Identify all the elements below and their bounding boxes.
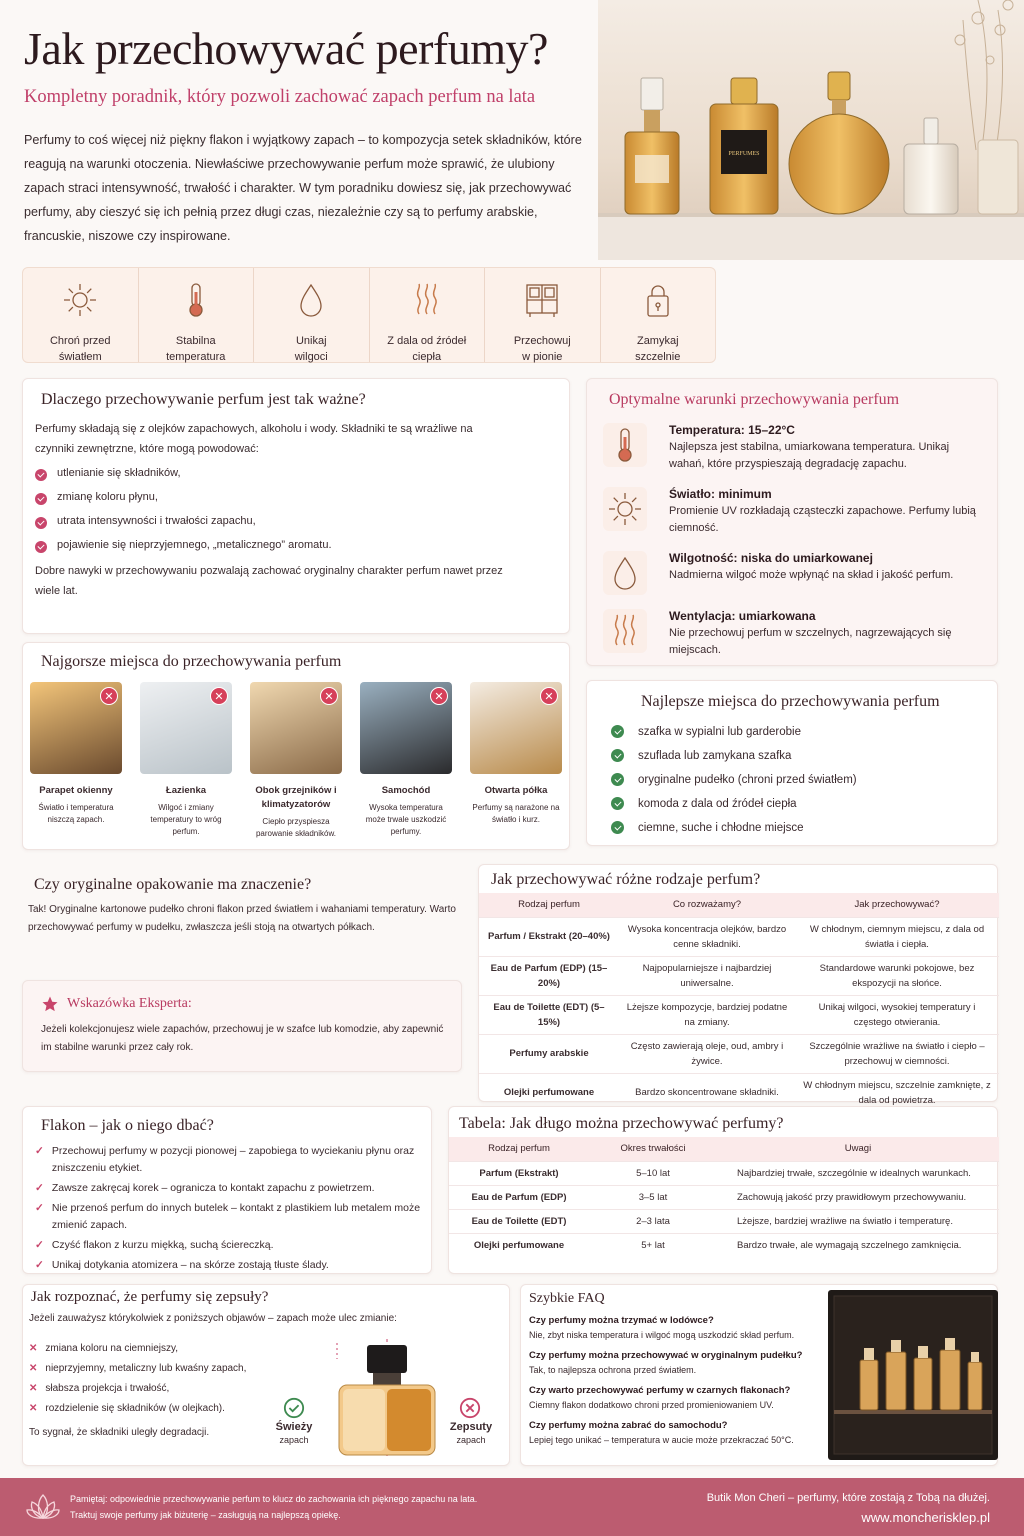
x-icon: ✕ — [29, 1383, 38, 1394]
worst-title: Najgorsze miejsca do przechowywania perfum — [41, 653, 342, 670]
faq-question: Czy warto przechowywać perfumy w czarnych flakonach? — [529, 1385, 791, 1396]
check-circle-icon — [35, 517, 47, 529]
list-item-text: oryginalne pudełko (chroni przed światłem) — [638, 773, 857, 786]
condition-item — [603, 551, 983, 595]
bad-place-photo — [360, 682, 452, 774]
table-cell: Perfumy arabskie — [479, 1034, 619, 1073]
list-item-text: komoda z dala od źródeł ciepła — [638, 797, 797, 810]
drop-icon — [603, 551, 647, 595]
table-cell: Standardowe warunki pokojowe, bez ekspozycji na słońce. — [795, 956, 999, 995]
table-cell: W chłodnym miejscu, szczelnie zamknięte, z dala od powietrza. — [795, 1073, 999, 1112]
shelf-life-card — [448, 1106, 998, 1274]
condition-label: Temperatura: 15–22°C — [669, 423, 795, 437]
faq-title: Szybkie FAQ — [529, 1291, 605, 1306]
bottle-comparison-image — [323, 1339, 451, 1457]
list-item — [611, 821, 857, 834]
tip-label-line1: Z dala od źródeł — [387, 335, 467, 347]
bad-place-photo — [30, 682, 122, 774]
tip-label-line2: temperatura — [166, 351, 226, 363]
fresh-sublabel: zapach — [279, 1435, 309, 1445]
bad-place-name: Łazienka — [165, 785, 207, 796]
why-intro: Perfumy składają się z olejków zapachowych, alkoholu i wody. Składniki te są wrażliwe na czynniki zewnętrzne, które mogą powodować: — [35, 423, 473, 455]
table-cell: 2–3 lata — [589, 1209, 717, 1233]
faq-item — [529, 1350, 819, 1375]
faq-question: Czy perfumy można trzymać w lodówce? — [529, 1315, 714, 1326]
faq-item — [529, 1315, 819, 1340]
table-cell: Eau de Parfum (EDP) — [449, 1185, 589, 1209]
condition-desc: Nadmierna wilgoć może wpłynąć na skład i jakość perfum. — [669, 569, 954, 581]
faq-item — [529, 1385, 819, 1410]
condition-label: Wilgotność: niska do umiarkowanej — [669, 551, 873, 565]
expert-tip-card — [22, 980, 462, 1072]
best-title: Najlepsze miejsca do przechowywania perfum — [641, 693, 940, 710]
tip-label-line2: wilgoci — [294, 351, 328, 363]
table-row — [449, 1161, 999, 1185]
check-circle-icon — [35, 493, 47, 505]
tip-label-line2: w pionie — [522, 351, 563, 363]
condition-desc: Promienie UV rozkładają cząsteczki zapachowe. Perfumy lubią ciemność. — [669, 505, 976, 534]
check-circle-icon — [35, 469, 47, 481]
tip-label-line2: ciepła — [412, 351, 442, 363]
tip-label — [266, 333, 356, 365]
tip-item — [139, 268, 255, 362]
fresh-label: Świeży — [275, 1421, 313, 1433]
column-header: Uwagi — [717, 1137, 999, 1161]
packaging-title: Czy oryginalne opakowanie ma znaczenie? — [34, 876, 312, 893]
cabinet-icon — [522, 280, 562, 325]
check-icon: ✓ — [35, 1182, 44, 1194]
list-item — [35, 1237, 421, 1254]
spoiled-label: Zepsuty — [449, 1421, 493, 1433]
check-icon: ✓ — [35, 1239, 44, 1251]
check-circle-icon — [283, 1397, 305, 1419]
condition-desc: Najlepsza jest stabilna, umiarkowana temperatura. Unikaj wahań, które przyspieszają degradację zapachu. — [669, 441, 950, 470]
tip-label-line2: światłem — [58, 351, 102, 363]
types-title: Jak przechowywać różne rodzaje perfum? — [491, 871, 761, 888]
list-item-text: utlenianie się składników, — [57, 467, 181, 479]
optimal-title: Optymalne warunki przechowywania perfum — [609, 391, 900, 408]
condition-label: Wentylacja: umiarkowana — [669, 609, 816, 623]
why-outro: Dobre nawyki w przechowywaniu pozwalają zachować oryginalny charakter perfum nawet przez wiele lat. — [35, 565, 503, 597]
list-item-text: ciemne, suche i chłodne miejsce — [638, 821, 804, 834]
list-item — [35, 539, 535, 553]
best-card — [586, 680, 998, 846]
x-icon: ✕ — [540, 687, 558, 705]
x-icon: ✕ — [320, 687, 338, 705]
table-cell: 5+ lat — [589, 1233, 717, 1257]
list-item — [35, 491, 535, 505]
table-row — [449, 1185, 999, 1209]
x-circle-icon — [459, 1397, 481, 1419]
table-cell: Zachowują jakość przy prawidłowym przechowywaniu. — [717, 1185, 999, 1209]
intro-text: Perfumy to coś więcej niż piękny flakon i wyjątkowy zapach – to kompozycja setek składników, które reagują na warunki otoczenia. Niewłaściwe przechowywanie perfum może sprawić, że ulubiony zapach straci intensywność, trwałość i charakter. W tym poradniku dowiesz się, jak przechowywać perfumy, aby cieszyć się ich pełnią przez długi czas, niezależnie czy są to perfumy arabskie, francuskie, niszowe czy inspirowane. — [24, 133, 582, 243]
shelf-table — [449, 1137, 999, 1257]
list-item — [29, 1343, 279, 1354]
table-cell: Najpopularniejsze i najbardziej uniwersalne. — [619, 956, 795, 995]
table-cell: Bardzo skoncentrowane składniki. — [619, 1073, 795, 1112]
table-cell: Eau de Toilette (EDT) — [449, 1209, 589, 1233]
bad-place-photo — [250, 682, 342, 774]
tip-item — [23, 268, 139, 362]
spoiled-list — [29, 1343, 279, 1423]
bottle-list — [35, 1143, 421, 1277]
list-item-text: nieprzyjemny, metaliczny lub kwaśny zapach, — [45, 1363, 247, 1374]
x-icon: ✕ — [100, 687, 118, 705]
tip-label — [497, 333, 587, 365]
bad-place-name: Parapet okienny — [39, 785, 113, 796]
table-cell: Lżejsze, bardziej wrażliwe na światło i temperaturę. — [717, 1209, 999, 1233]
bad-place-desc: Ciepło przyspiesza parowanie składników. — [255, 817, 337, 838]
check-circle-icon — [611, 773, 624, 786]
table-cell: Parfum / Ekstrakt (20–40%) — [479, 917, 619, 956]
spoiled-outro: To sygnał, że składniki uległy degradacji. — [29, 1427, 210, 1438]
list-item — [611, 773, 857, 786]
table-cell: W chłodnym, ciemnym miejscu, z dala od światła i ciepła. — [795, 917, 999, 956]
bad-place-item — [470, 682, 562, 826]
list-item-text: Czyść flakon z kurzu miękką, suchą ściereczką. — [51, 1239, 274, 1251]
table-cell: Olejki perfumowane — [449, 1233, 589, 1257]
tip-label — [151, 333, 241, 365]
list-item — [611, 725, 857, 738]
list-item-text: zmianę koloru płynu, — [57, 491, 158, 503]
table-cell: Bardzo trwałe, ale wymagają szczelnego zamknięcia. — [717, 1233, 999, 1257]
tip-label-line1: Stabilna — [175, 335, 216, 347]
check-circle-icon — [611, 797, 624, 810]
page-title: Jak przechowywać perfumy? — [24, 23, 548, 74]
spoiled-card — [22, 1284, 510, 1466]
table-row — [479, 995, 999, 1034]
table-cell: Unikaj wilgoci, wysokiej temperatury i częstego otwierania. — [795, 995, 999, 1034]
tip-label-line1: Unikaj — [295, 335, 327, 347]
table-cell: Lżejsze kompozycje, bardziej podatne na zmiany. — [619, 995, 795, 1034]
condition-item — [603, 487, 983, 537]
bad-place-photo — [140, 682, 232, 774]
footer-url[interactable]: www.moncherisklep.pl — [861, 1510, 990, 1525]
list-item — [611, 749, 857, 762]
x-icon: ✕ — [29, 1363, 38, 1374]
tips-icon-row — [22, 267, 716, 363]
list-item — [35, 1180, 421, 1197]
column-header: Rodzaj perfum — [479, 893, 619, 917]
condition-desc: Nie przechowuj perfum w szczelnych, nagrzewających się miejscach. — [669, 627, 952, 656]
table-cell: Często zawierają oleje, oud, ambry i żywice. — [619, 1034, 795, 1073]
list-item-text: Unikaj dotykania atomizera – na skórze zostają tłuste ślady. — [51, 1259, 329, 1271]
spoiled-title: Jak rozpoznać, że perfumy się zepsuły? — [31, 1289, 269, 1305]
bad-place-desc: Wysoka temperatura może trwale uszkodzić perfumy. — [365, 803, 447, 836]
types-card — [478, 864, 998, 1106]
sun-icon — [603, 487, 647, 531]
check-icon: ✓ — [35, 1145, 44, 1157]
tip-label — [35, 333, 125, 365]
list-item — [35, 515, 535, 529]
lock-icon — [638, 280, 678, 325]
faq-answer: Nie, zbyt niska temperatura i wilgoć mogą uszkodzić skład perfum. — [529, 1330, 795, 1340]
list-item-text: pojawienie się nieprzyjemnego, „metalicznego” aromatu. — [57, 539, 332, 551]
table-row — [479, 1034, 999, 1073]
list-item — [29, 1403, 279, 1414]
faq-question: Czy perfumy można zabrać do samochodu? — [529, 1420, 728, 1431]
check-circle-icon — [611, 725, 624, 738]
tip-label-line1: Przechowuj — [513, 335, 571, 347]
bottle-title: Flakon – jak o niego dbać? — [41, 1117, 214, 1134]
packaging-section — [22, 866, 462, 966]
list-item-text: szafka w sypialni lub garderobie — [638, 725, 802, 738]
bad-place-name: Obok grzejników i klimatyzatorów — [255, 785, 337, 810]
lotus-icon — [26, 1492, 60, 1522]
table-row — [449, 1233, 999, 1257]
thermometer-icon — [603, 423, 647, 467]
check-circle-icon — [611, 749, 624, 762]
bad-place-desc: Światło i temperatura niszczą zapach. — [38, 803, 114, 824]
footer-note-1: Pamiętaj: odpowiednie przechowywanie perfum to klucz do zachowania ich pięknego zapachu na lata. — [70, 1494, 478, 1504]
bad-place-photo — [470, 682, 562, 774]
x-icon: ✕ — [430, 687, 448, 705]
table-cell: 5–10 lat — [589, 1161, 717, 1185]
check-icon: ✓ — [35, 1202, 44, 1214]
spoiled-intro: Jeżeli zauważysz którykolwiek z poniższych objawów – zapach może ulec zmianie: — [29, 1313, 397, 1324]
table-row — [479, 956, 999, 995]
tip-label-line1: Chroń przed — [49, 335, 111, 347]
condition-item — [603, 609, 983, 659]
table-cell: Eau de Toilette (EDT) (5–15%) — [479, 995, 619, 1034]
bad-place-item — [30, 682, 122, 826]
list-item — [35, 1257, 421, 1274]
tip-label — [613, 333, 703, 365]
bad-place-item — [250, 682, 342, 840]
x-icon: ✕ — [29, 1403, 38, 1414]
list-item-text: utrata intensywności i trwałości zapachu, — [57, 515, 256, 527]
cabinet-image — [828, 1290, 998, 1460]
tip-item — [601, 268, 716, 362]
list-item — [35, 1200, 421, 1234]
thermometer-icon — [176, 280, 216, 325]
list-item-text: szuflada lub zamykana szafka — [638, 749, 792, 762]
footer-note-2: Traktuj swoje perfumy jak biżuterię – zasługują na najlepszą opiekę. — [70, 1510, 341, 1520]
star-icon — [41, 995, 59, 1013]
table-row — [479, 917, 999, 956]
table-cell: 3–5 lat — [589, 1185, 717, 1209]
check-circle-icon — [611, 821, 624, 834]
spoiled-sublabel: zapach — [456, 1435, 486, 1445]
list-item-text: Nie przenoś perfum do innych butelek – kontakt z plastikiem lub metalem może zmienić zapach. — [51, 1202, 421, 1231]
heat-icon — [603, 609, 647, 653]
tip-item — [370, 268, 486, 362]
check-circle-icon — [35, 541, 47, 553]
bad-place-name: Otwarta półka — [484, 785, 548, 796]
faq-list — [529, 1305, 819, 1445]
optimal-card — [586, 378, 998, 666]
list-item-text: słabsza projekcja i trwałość, — [45, 1383, 170, 1394]
footer — [0, 1478, 1024, 1536]
types-table — [479, 893, 999, 1112]
drop-icon — [291, 280, 331, 325]
column-header: Rodzaj perfum — [449, 1137, 589, 1161]
faq-item — [529, 1420, 819, 1445]
tip-title: Wskazówka Eksperta: — [67, 996, 192, 1011]
faq-answer: Ciemny flakon dodatkowo chroni przed promieniowaniem UV. — [529, 1400, 774, 1410]
list-item — [35, 467, 535, 481]
list-item — [611, 797, 857, 810]
tip-label-line2: szczelnie — [635, 351, 681, 363]
condition-item — [603, 423, 983, 473]
tip-item — [254, 268, 370, 362]
tip-label-line1: Zamykaj — [636, 335, 679, 347]
why-title: Dlaczego przechowywanie perfum jest tak ważne? — [41, 391, 366, 408]
hero-image — [598, 0, 1024, 260]
shelf-title: Tabela: Jak długo można przechowywać perfumy? — [459, 1115, 784, 1132]
list-item-text: zmiana koloru na ciemniejszy, — [45, 1343, 179, 1354]
table-cell: Najbardziej trwałe, szczególnie w idealnych warunkach. — [717, 1161, 999, 1185]
footer-brand: Butik Mon Cheri – perfumy, które zostają z Tobą na dłużej. — [706, 1492, 990, 1504]
bad-place-desc: Perfumy są narażone na światło i kurz. — [472, 803, 560, 824]
list-item-text: rozdzielenie się składników (w olejkach). — [45, 1403, 225, 1414]
bad-place-desc: Wilgoć i zmiany temperatury to wróg perfum. — [150, 803, 222, 836]
column-header: Jak przechowywać? — [795, 893, 999, 917]
x-icon: ✕ — [210, 687, 228, 705]
why-card — [22, 378, 570, 634]
condition-label: Światło: minimum — [669, 487, 772, 501]
table-row — [449, 1209, 999, 1233]
list-item — [29, 1363, 279, 1374]
column-header: Co rozważamy? — [619, 893, 795, 917]
list-item-text: Zawsze zakręcaj korek – ogranicza to kontakt zapachu z powietrzem. — [51, 1182, 375, 1194]
list-item — [35, 1143, 421, 1177]
page-subtitle: Kompletny poradnik, który pozwoli zachować zapach perfum na lata — [24, 87, 536, 107]
x-icon: ✕ — [29, 1343, 38, 1354]
bad-place-item — [140, 682, 232, 838]
faq-question: Czy perfumy można przechowywać w oryginalnym pudełku? — [529, 1350, 803, 1361]
tip-text: Jeżeli kolekcjonujesz wiele zapachów, przechowuj je w szafce lub komodzie, aby zapewnić im stabilne warunki przez cały rok. — [41, 1024, 444, 1053]
check-icon: ✓ — [35, 1259, 44, 1271]
sun-icon — [60, 280, 100, 325]
table-cell: Olejki perfumowane — [479, 1073, 619, 1112]
table-cell: Parfum (Ekstrakt) — [449, 1161, 589, 1185]
best-list — [611, 725, 857, 845]
faq-answer: Tak, to najlepsza ochrona przed światłem. — [529, 1365, 697, 1375]
hero-bottle-label: PERFUMES — [728, 151, 760, 157]
bad-place-item — [360, 682, 452, 838]
table-cell: Szczególnie wrażliwe na światło i ciepło – przechowuj w ciemności. — [795, 1034, 999, 1073]
tip-label — [382, 333, 472, 365]
packaging-text: Tak! Oryginalne kartonowe pudełko chroni flakon przed światłem i wahaniami temperatury. Warto przechowywać perfumy w pudełku, zwłaszcza jeśli stoją na otwartych półkach. — [28, 904, 456, 933]
optimal-list — [603, 423, 983, 673]
heat-icon — [407, 280, 447, 325]
bad-place-name: Samochód — [381, 785, 431, 796]
table-cell: Wysoka koncentracja olejków, bardzo cenne składniki. — [619, 917, 795, 956]
list-item — [29, 1383, 279, 1394]
tip-item — [485, 268, 601, 362]
table-cell: Eau de Parfum (EDP) (15–20%) — [479, 956, 619, 995]
faq-answer: Lepiej tego unikać – temperatura w aucie może przekraczać 50°C. — [529, 1435, 794, 1445]
column-header: Okres trwałości — [589, 1137, 717, 1161]
list-item-text: Przechowuj perfumy w pozycji pionowej – zapobiega to wyciekaniu płynu oraz zniszczeniu etykiet. — [51, 1145, 415, 1174]
why-list — [35, 467, 535, 563]
bottle-care-card — [22, 1106, 432, 1274]
